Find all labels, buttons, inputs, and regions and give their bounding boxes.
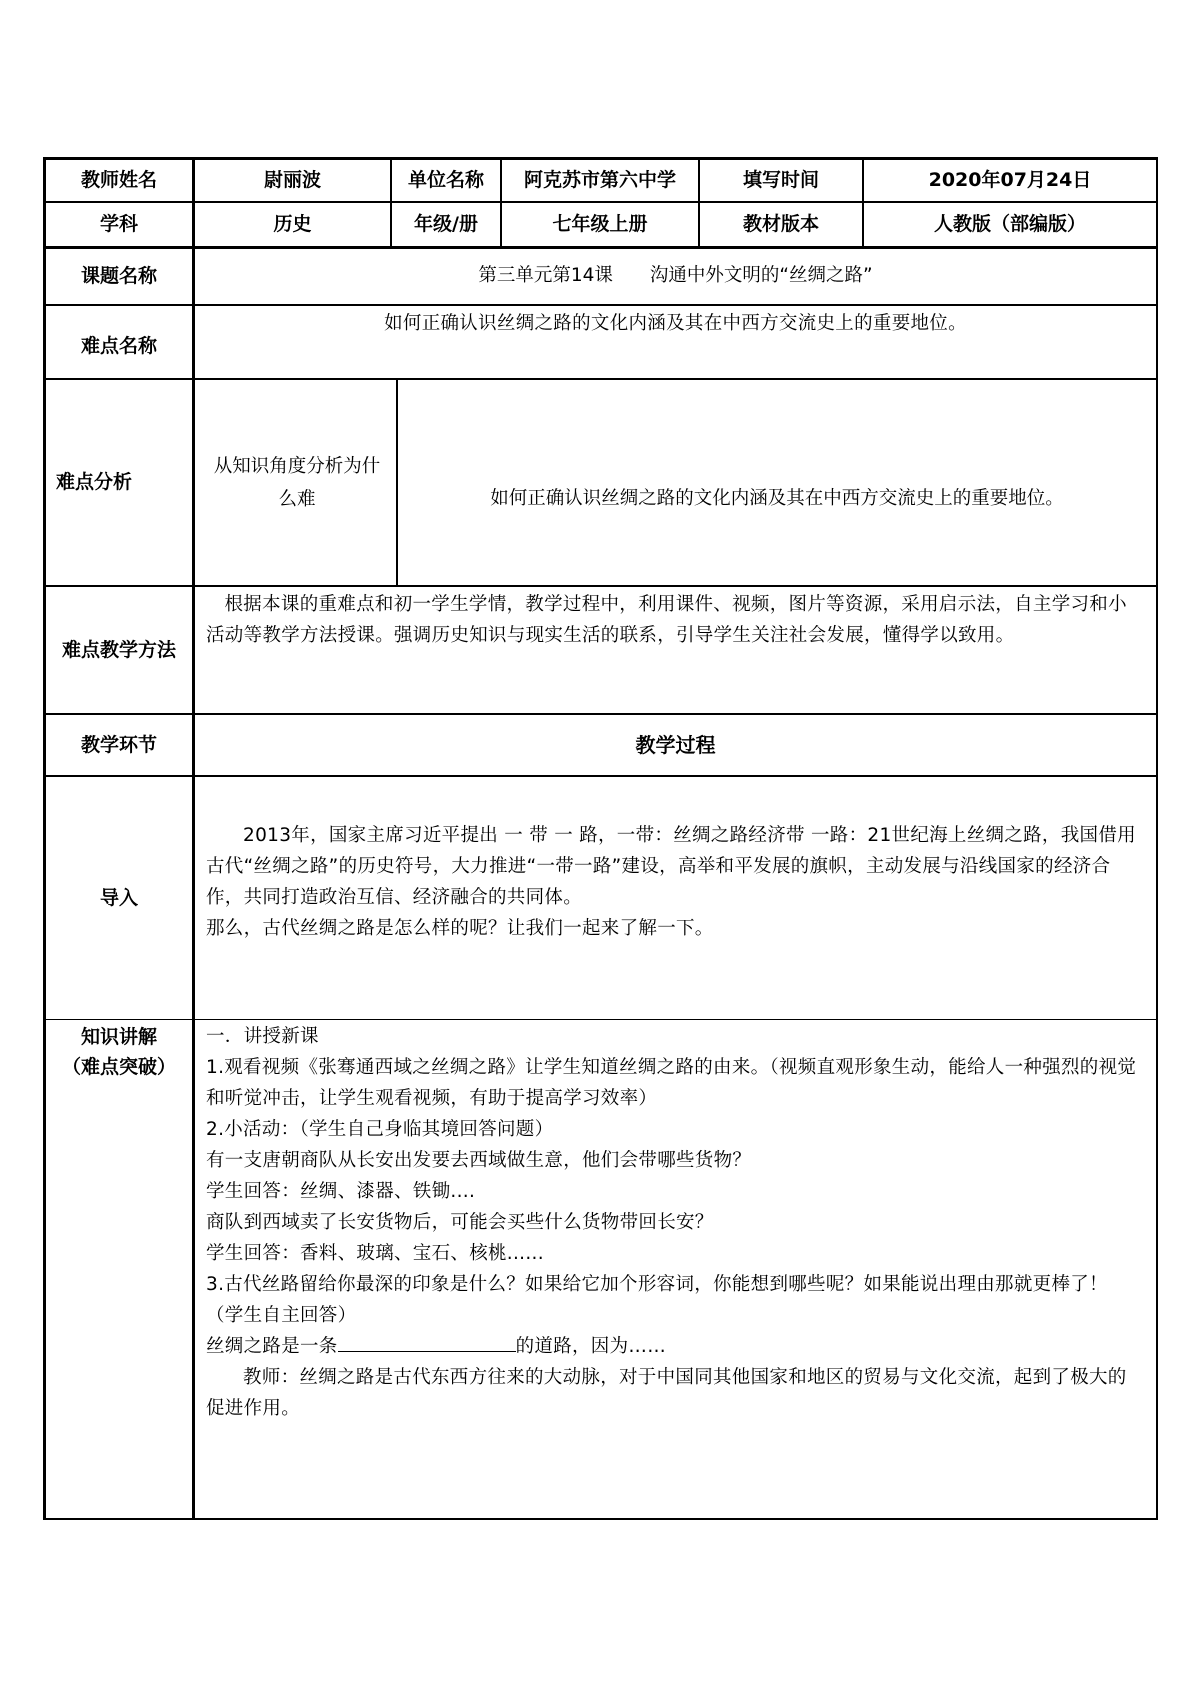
knowledge-line: 2.小活动：（学生自己身临其境回答问题） [206, 1119, 554, 1140]
intro-label: 导入 [99, 886, 138, 909]
edition-value: 人教版（部编版） [933, 213, 1086, 236]
difficulty-label: 难点名称 [80, 334, 157, 357]
table-right-border [1156, 157, 1158, 1520]
unit-value: 阿克苏市第六中学 [523, 169, 676, 192]
process-header-value: 教学过程 [635, 733, 716, 757]
intro-paragraph-2: 那么，古代丝绸之路是怎么样的呢？让我们一起来了解一下。 [206, 918, 714, 939]
knowledge-label [46, 1022, 192, 1082]
teacher-name-value: 尉丽波 [263, 169, 321, 192]
knowledge-line: 学生回答：香料、玻璃、宝石、核桃...... [206, 1243, 544, 1264]
row-line-8 [43, 1019, 1158, 1020]
grade-label: 年级/册 [414, 213, 478, 236]
table-bottom-border [43, 1518, 1158, 1520]
knowledge-label-line1: 知识讲解 [80, 1026, 157, 1048]
process-step-label: 教学环节 [80, 733, 157, 756]
method-label: 难点教学方法 [61, 638, 176, 661]
row-line-5 [43, 585, 1158, 587]
row-line-7 [43, 775, 1158, 777]
knowledge-body [206, 1021, 1141, 1424]
date-value: 2020年07月24日 [928, 169, 1092, 192]
unit-label: 单位名称 [407, 169, 484, 192]
row-line-3 [43, 304, 1158, 306]
knowledge-line: 一．讲授新课 [206, 1026, 319, 1047]
fill-in-sentence [206, 1331, 1141, 1362]
date-label: 填写时间 [742, 169, 819, 192]
subject-value: 历史 [273, 213, 312, 236]
subject-label: 学科 [99, 213, 138, 236]
knowledge-label-line2: （难点突破） [61, 1056, 176, 1078]
fill-in-prefix: 丝绸之路是一条 [206, 1336, 338, 1357]
topic-label: 课题名称 [80, 265, 157, 288]
intro-body [206, 820, 1141, 944]
fill-in-blank [338, 1333, 516, 1352]
analysis-value: 如何正确认识丝绸之路的文化内涵及其在中西方交流史上的重要地位。 [490, 488, 1064, 510]
teacher-name-label: 教师姓名 [80, 169, 157, 192]
fill-in-suffix: 的道路，因为…… [515, 1336, 667, 1357]
knowledge-line: 学生回答：丝绸、漆器、铁锄.... [206, 1181, 476, 1202]
analysis-label: 难点分析 [56, 471, 133, 494]
teacher-summary: 教师：丝绸之路是古代东西方往来的大动脉，对于中国同其他国家和地区的贸易与文化交流，起到了极大的促进作用。 [206, 1367, 1127, 1419]
difficulty-value: 如何正确认识丝绸之路的文化内涵及其在中西方交流史上的重要地位。 [384, 313, 967, 334]
knowledge-line: 1.观看视频《张骞通西域之丝绸之路》让学生知道丝绸之路的由来。（视频直观形象生动，能给人一种强烈的视觉和听觉冲击，让学生观看视频，有助于提高学习效率） [206, 1057, 1137, 1109]
method-value: 根据本课的重难点和初一学生学情，教学过程中，利用课件、视频，图片等资源，采用启示法，自主学习和小活动等教学方法授课。强调历史知识与现实生活的联系，引导学生关注社会发展，懂得学以致用。 [206, 594, 1127, 646]
edition-label: 教材版本 [742, 213, 819, 236]
knowledge-line: 商队到西域卖了长安货物后，可能会买些什么货物带回长安？ [206, 1212, 714, 1233]
topic-value: 第三单元第14课 沟通中外文明的“丝绸之路” [478, 265, 873, 287]
knowledge-line: 有一支唐朝商队从长安出发要去西域做生意，他们会带哪些货物？ [206, 1150, 752, 1171]
col-line-label [192, 157, 195, 1520]
intro-paragraph-1: 2013年，国家主席习近平提出 一 带 一 路，一带：丝绸之路经济带 一路：21世纪海上丝绸之路，我国借用古代“丝绸之路”的历史符号，大力推进“一带一路”建设，高举和平发展的旗帜，主动发展与沿线国家的经济合作，共同打造政治互信、经济融合的共同体。 [206, 825, 1136, 908]
knowledge-line: 3.古代丝路留给你最深的印象是什么？如果给它加个形容词，你能想到哪些呢？如果能说出理由那就更棒了！（学生自主回答） [206, 1274, 1108, 1326]
analysis-sub-label: 从知识角度分析为什么难 [213, 455, 381, 510]
grade-value: 七年级上册 [552, 213, 648, 236]
